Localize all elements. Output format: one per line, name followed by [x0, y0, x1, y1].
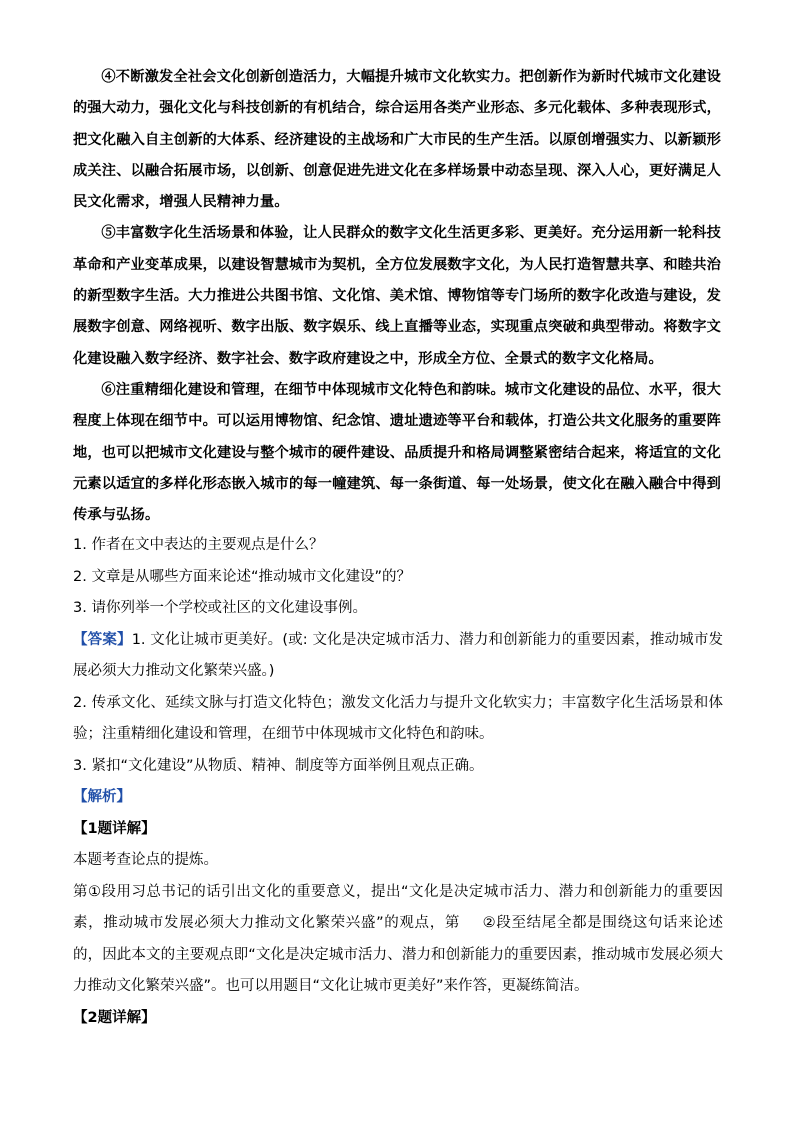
detail-1-body-part-a: 第①段用习总书记的话引出文化的重要意义，提出“文化是决定城市活力、潜力和创新能力的重要因素，推动城市发展必须大力推动文化繁荣兴盛”的观点，第: [73, 883, 723, 931]
analysis-heading: [73, 782, 723, 814]
paragraph-5: ⑤丰富数字化生活场景和体验，让人民群众的数字文化生活更多彩、更美好。充分运用新一轮科技革命和产业变革成果，以建设智慧城市为契机，全方位发展数字文化，为人民打造智慧共享、和睦共治的新型数字生活。大力推进公共图书馆、文化馆、美术馆、博物馆等专门场所的数字化改造与建设，发展数字创意、网络视听、数字出版、数字娱乐、线上直播等业态，实现重点突破和典型带动。将数字文化建设融入数字经济、数字社会、数字政府建设之中，形成全方位、全景式的数字文化格局。: [73, 225, 721, 367]
detail-1-body-part-b: ②段至结尾全都是围绕这句话来论述的，因此本文的主要观点即“文化是决定城市活力、潜力和创新能力的重要因素，推动城市发展必须大力推动文化繁荣兴盛”。也可以用题目“文化让城市更美好”来作答，更凝练简洁。: [73, 915, 723, 994]
answer-3: 3. 紧扣“文化建设”从物质、精神、制度等方面举例且观点正确。: [73, 757, 484, 774]
question-3: 3. 请你列举一个学校或社区的文化建设事例。: [73, 600, 367, 616]
answer-1: [73, 625, 723, 688]
paragraph-4: ④不断激发全社会文化创新创造活力，大幅提升城市文化软实力。把创新作为新时代城市文化建设的强大动力，强化文化与科技创新的有机结合，综合运用各类产业形态、多元化载体、多种表现形式，把文化融入自主创新的大体系、经济建设的主战场和广大市民的生产生活。以原创增强实力、以新颖形成关注、以融合拓展市场，以创新、创意促进先进文化在多样场景中动态呈现、深入人心，更好满足人民文化需求，增强人民精神力量。: [73, 69, 721, 211]
paragraph-6: ⑥注重精细化建设和管理，在细节中体现城市文化特色和韵味。城市文化建设的品位、水平，很大程度上体现在细节中。可以运用博物馆、纪念馆、遗址遗迹等平台和载体，打造公共文化服务的重要阵地，也可以把城市文化建设与整个城市的硬件建设、品质提升和格局调整紧密结合起来，将适宜的文化元素以适宜的多样化形态嵌入城市的每一幢建筑、每一条街道、每一处场景，使文化在融入融合中得到传承与弘扬。: [73, 381, 721, 524]
questions-and-answers: [73, 530, 723, 1034]
answer-2: 2. 传承文化、延续文脉与打造文化特色；激发文化活力与提升文化软实力；丰富数字化生活场景和体验；注重精细化建设和管理，在细节中体现城市文化特色和韵味。: [73, 694, 723, 742]
passage: [73, 62, 721, 531]
analysis-label: 【解析】: [73, 789, 131, 805]
answer-1-text: 1. 文化让城市更美好。(或: 文化是决定城市活力、潜力和创新能力的重要因素，推动城市发展必须大力推动文化繁荣兴盛。): [73, 631, 724, 679]
answer-label: 【答案】: [73, 631, 132, 648]
question-2: 2. 文章是从哪些方面来论述“推动城市文化建设”的？: [73, 568, 411, 585]
detail-1-body: [73, 877, 723, 1003]
detail-1-intro: 本题考查论点的提炼。: [73, 852, 218, 868]
detail-1-heading: 【1题详解】: [73, 820, 156, 837]
question-1: 1. 作者在文中表达的主要观点是什么？: [73, 537, 324, 553]
detail-2-heading: 【2题详解】: [73, 1009, 156, 1026]
